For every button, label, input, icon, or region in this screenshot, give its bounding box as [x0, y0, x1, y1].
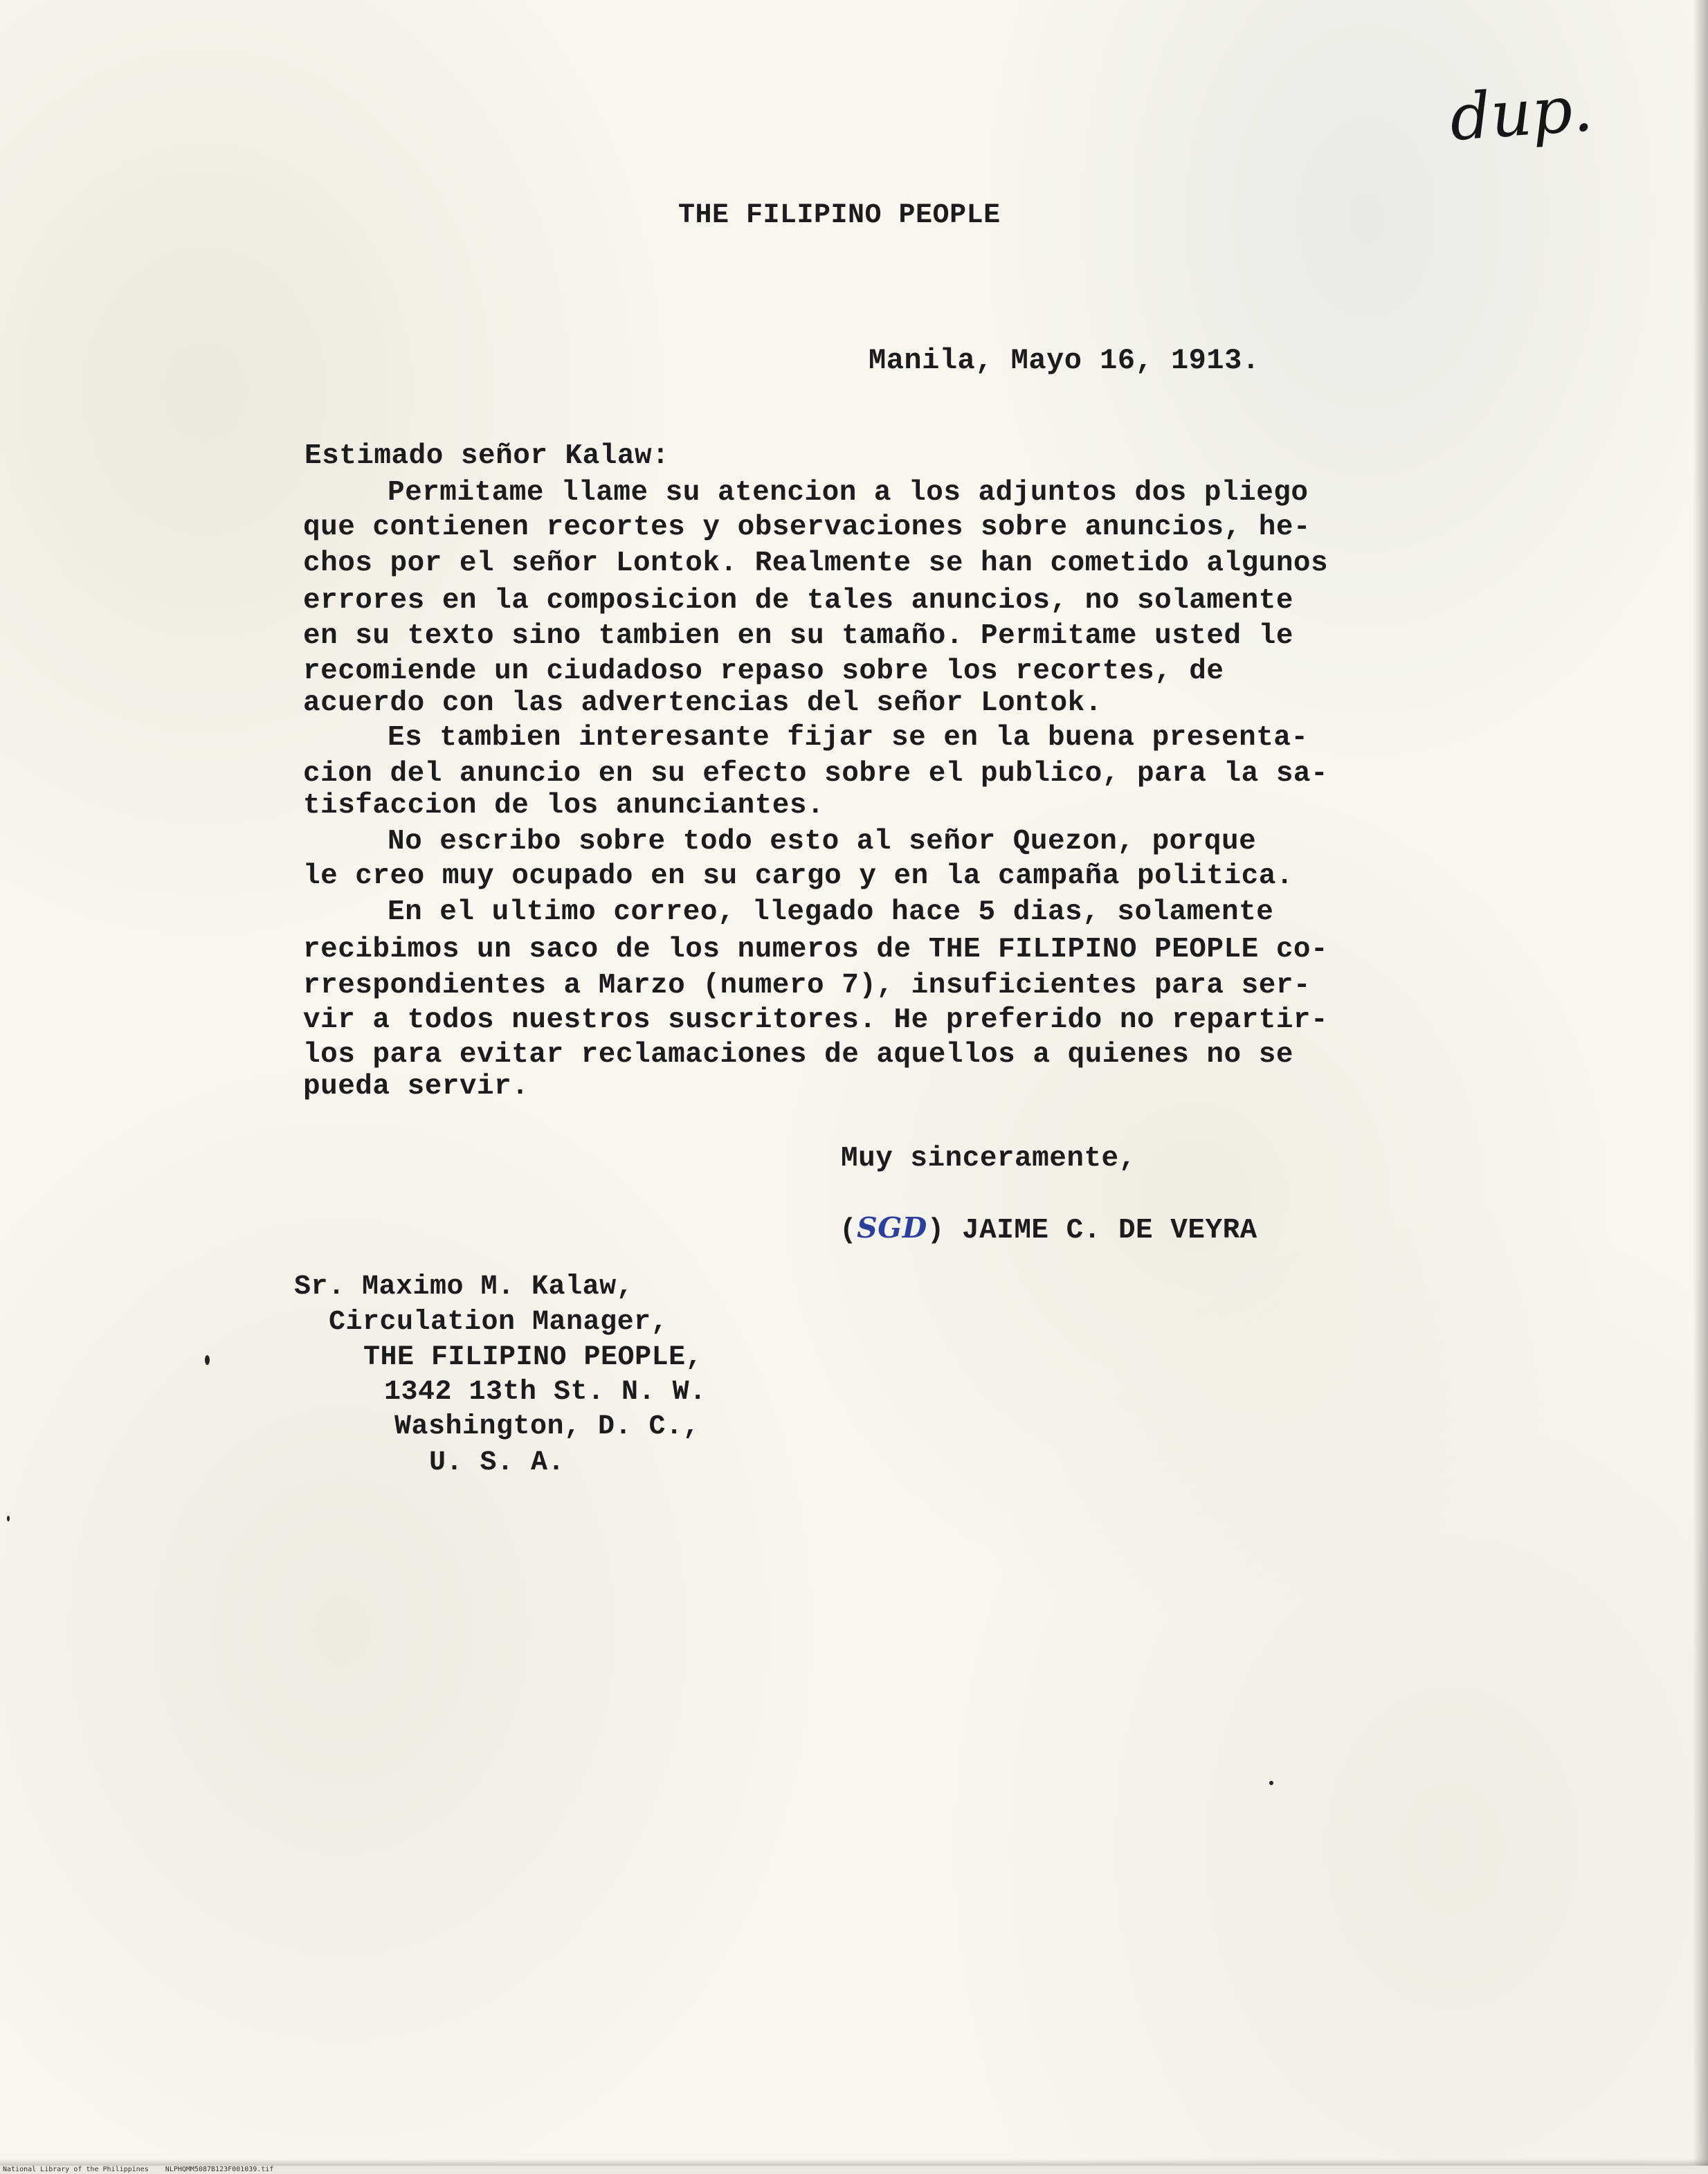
address-line: Sr. Maximo M. Kalaw,: [294, 1271, 634, 1303]
dateline: Manila, Mayo 16, 1913.: [869, 344, 1260, 377]
body-line: Es tambien interesante fijar se en la buena presenta-: [388, 722, 1309, 754]
signature-close-paren: ): [927, 1215, 945, 1247]
body-line: le creo muy ocupado en su cargo y en la campaña politica.: [303, 860, 1293, 892]
body-line: errores en la composicion de tales anuncios, no solamente: [303, 585, 1293, 617]
speck: [1269, 1781, 1273, 1785]
body-line: vir a todos nuestros suscritores. He preferido no repartir-: [303, 1004, 1329, 1036]
address-line: U. S. A.: [429, 1447, 565, 1478]
body-line: acuerdo con las advertencias del señor Lontok.: [303, 687, 1102, 719]
body-line: tisfaccion de los anunciantes.: [303, 790, 825, 822]
body-line: recomiende un ciudadoso repaso sobre los recortes, de: [303, 655, 1224, 687]
signature-mark: SGD: [857, 1211, 927, 1244]
body-line: rrespondientes a Marzo (numero 7), insuficientes para ser-: [303, 970, 1311, 1002]
body-line: en su texto sino tambien en su tamaño. Permitame usted le: [303, 620, 1293, 652]
scan-edge-right: [1693, 0, 1708, 2174]
signature-name: JAIME C. DE VEYRA: [944, 1215, 1257, 1247]
speck: [205, 1355, 210, 1365]
body-line: cion del anuncio en su efecto sobre el publico, para la sa-: [303, 758, 1329, 790]
letterhead-title: THE FILIPINO PEOPLE: [678, 200, 1001, 231]
body-line: los para evitar reclamaciones de aquellos a quienes no se: [303, 1039, 1293, 1071]
body-line: recibimos un saco de los numeros de THE FILIPINO PEOPLE co-: [303, 934, 1329, 966]
body-line: que contienen recortes y observaciones sobre anuncios, he-: [303, 511, 1311, 543]
signature-open-paren: (: [839, 1215, 857, 1247]
body-line: Permitame llame su atencion a los adjuntos dos pliego: [388, 477, 1309, 509]
address-line: Circulation Manager,: [329, 1307, 669, 1338]
address-line: 1342 13th St. N. W.: [384, 1377, 707, 1408]
scan-edge-bottom: [0, 2159, 1708, 2166]
address-line: THE FILIPINO PEOPLE,: [363, 1342, 703, 1373]
address-line: Washington, D. C.,: [394, 1411, 700, 1442]
body-line: chos por el señor Lontok. Realmente se han cometido algunos: [303, 547, 1329, 579]
body-line: En el ultimo correo, llegado hace 5 dias, solamente: [388, 896, 1274, 928]
closing: Muy sinceramente,: [841, 1143, 1136, 1175]
footer-text: National Library of the Philippines NLPHQMM5087B123F001039.tif: [3, 2166, 274, 2173]
body-line: pueda servir.: [303, 1071, 529, 1103]
salutation: Estimado señor Kalaw:: [305, 440, 670, 472]
body-line: No escribo sobre todo esto al señor Quezon, porque: [388, 826, 1257, 858]
handwritten-note: dup.: [1447, 71, 1595, 156]
signature-line: [839, 1211, 1257, 1247]
speck: [7, 1516, 10, 1521]
